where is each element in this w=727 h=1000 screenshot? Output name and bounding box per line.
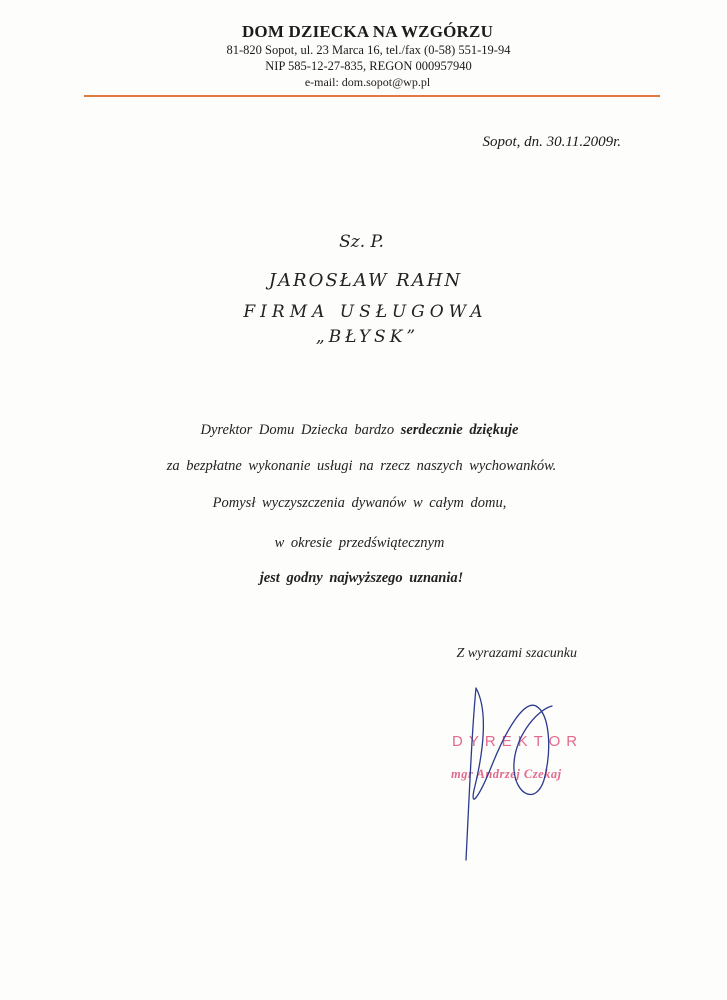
- body-line-2: za bezpłatne wykonanie usługi na rzecz naszych wychowanków.: [166, 458, 557, 474]
- body-line-1: [0, 422, 723, 439]
- handwritten-signature: [440, 670, 580, 870]
- recipient-company-name: „BŁYSK”: [315, 327, 420, 347]
- letterhead-divider: [84, 95, 660, 97]
- organization-address: 81-820 Sopot, ul. 23 Marca 16, tel./fax (0-58) 551-19-94: [226, 43, 511, 57]
- stamp-title: DYREKTOR: [452, 733, 584, 750]
- organization-email: e-mail: dom.sopot@wp.pl: [304, 75, 431, 89]
- recipient-name: JAROSŁAW RAHN: [268, 270, 463, 291]
- body-line-3: Pomysł wyczyszczenia dywanów w całym domu,: [212, 495, 507, 511]
- closing-phrase: Z wyrazami szacunku: [456, 646, 577, 661]
- stamp-name: mgr Andrzej Czekaj: [451, 767, 562, 781]
- letterhead: [0, 22, 727, 90]
- body-line-5: jest godny najwyższego uznania!: [259, 570, 464, 586]
- body-line-4: w okresie przedświątecznym: [274, 535, 445, 551]
- recipient-company: FIRMA USŁUGOWA: [243, 302, 488, 322]
- body-line-1-text: Dyrektor Domu Dziecka bardzo: [200, 422, 401, 438]
- organization-name: DOM DZIECKA NA WZGÓRZU: [241, 22, 494, 41]
- salutation: Sz. P.: [339, 232, 384, 252]
- organization-ids: NIP 585-12-27-835, REGON 000957940: [265, 59, 472, 73]
- letter-date: Sopot, dn. 30.11.2009r.: [482, 134, 621, 150]
- body-line-1-emphasis: serdecznie dziękuje: [400, 422, 519, 438]
